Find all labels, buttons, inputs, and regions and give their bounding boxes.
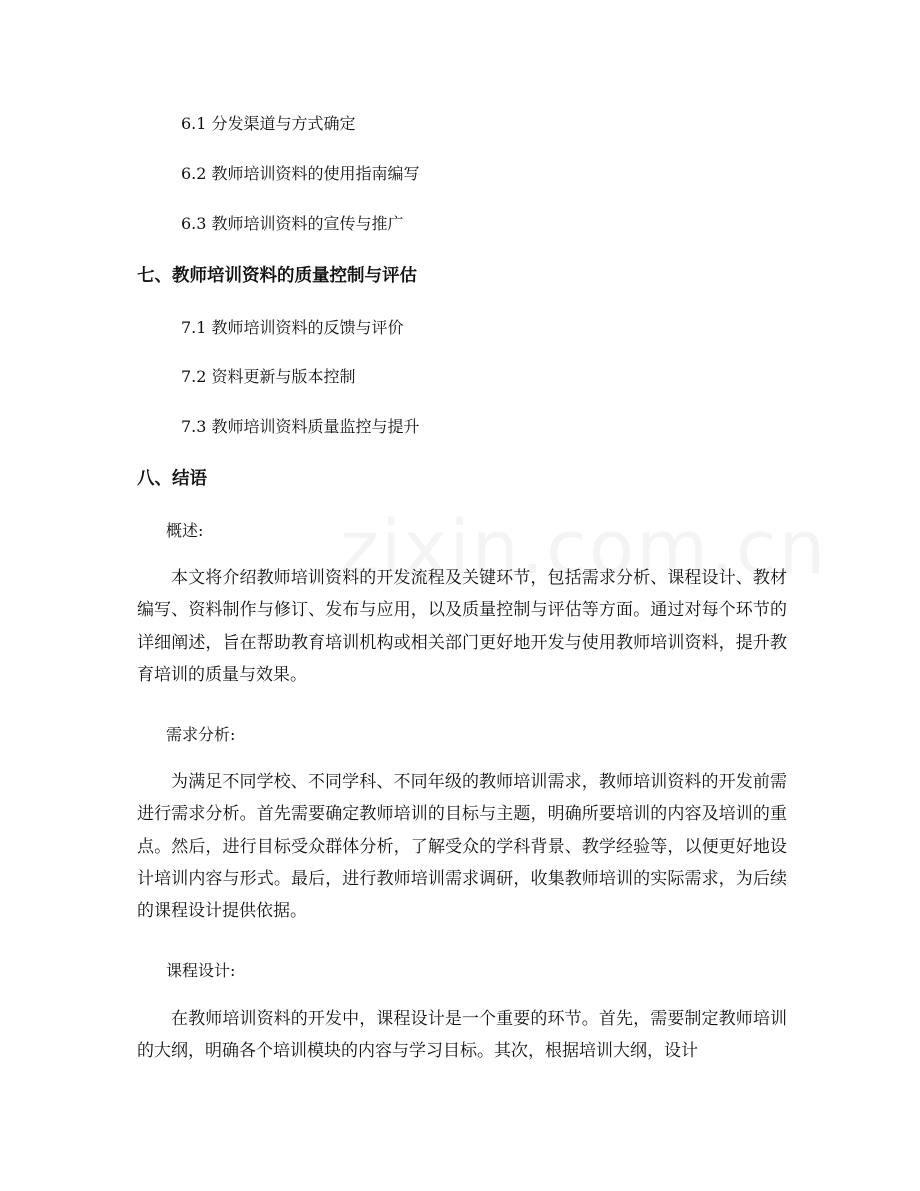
toc-item-6-1: 6.1 分发渠道与方式确定 (181, 114, 356, 133)
toc-item-6-2: 6.2 教师培训资料的使用指南编写 (181, 164, 420, 183)
needs-analysis-label: 需求分析: (166, 725, 236, 744)
needs-analysis-paragraph: 为满足不同学校、不同学科、不同年级的教师培训需求，教师培训资料的开发前需进行需求分析。首先需要确定教师培训的目标与主题，明确所要培训的内容及培训的重点。然后，进行目标受众群体分析，了解受众的学科背景、教学经验等，以便更好地设计培训内容与形式。最后，进行教师培训需求调研，收集教师培训的实际需求，为后续的课程设计提供依据。 (137, 772, 787, 922)
toc-item-7-1: 7.1 教师培训资料的反馈与评价 (181, 318, 404, 337)
toc-item-7-2: 7.2 资料更新与版本控制 (181, 367, 356, 386)
section-heading-8: 八、结语 (137, 469, 207, 489)
toc-item-6-3: 6.3 教师培训资料的宣传与推广 (181, 214, 404, 233)
overview-label: 概述: (166, 521, 204, 540)
course-design-label: 课程设计: (166, 961, 236, 980)
section-heading-7: 七、教师培训资料的质量控制与评估 (137, 266, 417, 286)
toc-item-7-3: 7.3 教师培训资料质量监控与提升 (181, 417, 420, 436)
course-design-paragraph: 在教师培训资料的开发中，课程设计是一个重要的环节。首先，需要制定教师培训的大纲，明确各个培训模块的内容与学习目标。其次，根据培训大纲，设计 (137, 1009, 787, 1062)
overview-paragraph: 本文将介绍教师培训资料的开发流程及关键环节，包括需求分析、课程设计、教材编写、资料制作与修订、发布与应用，以及质量控制与评估等方面。通过对每个环节的详细阐述，旨在帮助教育培训机构或相关部门更好地开发与使用教师培训资料，提升教育培训的质量与效果。 (137, 568, 787, 685)
